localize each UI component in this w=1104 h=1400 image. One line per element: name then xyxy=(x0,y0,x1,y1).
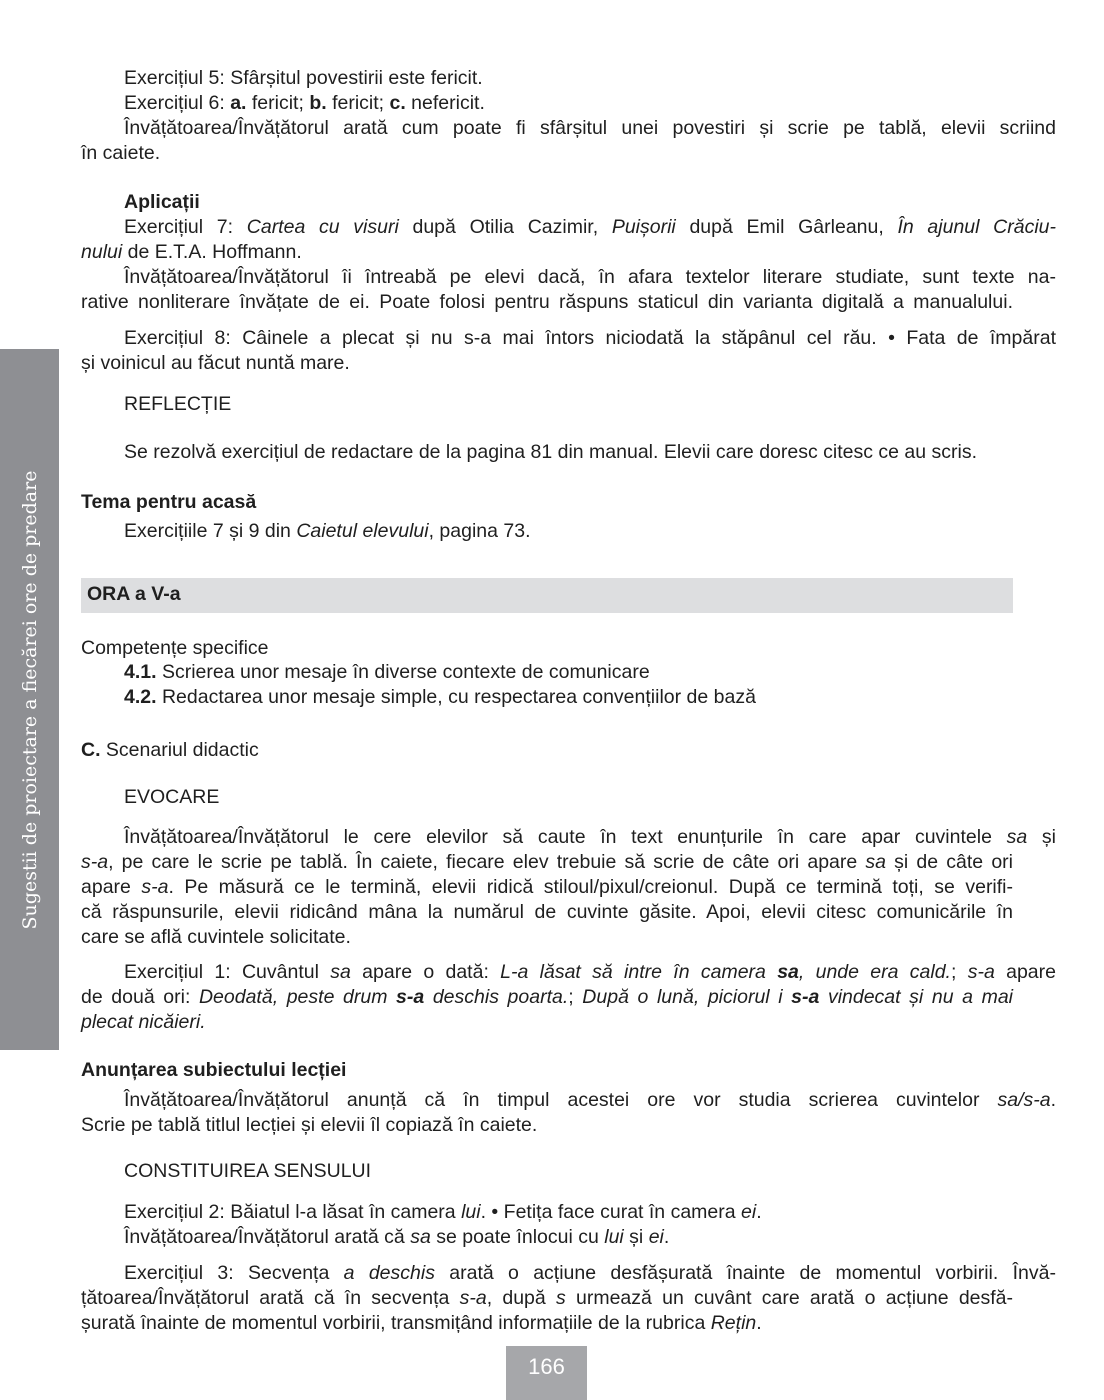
reflectie-heading: REFLECȚIE xyxy=(124,393,232,415)
anuntarea-heading: Anunțarea subiectului lecției xyxy=(81,1059,347,1081)
reflectie-text: Se rezolvă exercițiul de redactare de la pagina 81 din manual. Elevii care doresc citesc ce au scris. xyxy=(124,441,978,463)
exercise-7-cont: nului de E.T.A. Hoffmann. xyxy=(81,241,302,263)
paragraph-line: Învățătoarea/Învățătorul anunță că în timpul acestei ore vor studia scrierea cuvintelor sa/s-a. xyxy=(124,1089,1056,1111)
page-number: 166 xyxy=(506,1346,587,1400)
exercise-1: Exercițiul 1: Cuvântul sa apare o dată: L-a lăsat să intre în camera sa, unde era cald.; s-a apare xyxy=(124,961,1056,983)
competenta-item: 4.1. Scrierea unor mesaje în diverse contexte de comunicare xyxy=(124,661,650,683)
exercise-3: Exercițiul 3: Secvența a deschis arată o acțiune desfășurată înainte de momentul vorbirii. Învă- xyxy=(124,1262,1056,1284)
paragraph-line: care se află cuvintele solicitate. xyxy=(81,926,351,948)
scenariul-heading: C. Scenariul didactic xyxy=(81,739,259,761)
paragraph-line: s-a, pe care le scrie pe tablă. În caiete, fiecare elev trebuie să scrie de câte ori apare sa și de câte ori xyxy=(81,851,1013,873)
paragraph-line: Învățătoarea/Învățătorul arată că sa se poate înlocui cu lui și ei. xyxy=(124,1226,670,1248)
exercise-5: Exercițiul 5: Sfârșitul povestirii este fericit. xyxy=(124,67,483,89)
paragraph-line: apare s-a. Pe măsură ce le termină, elevii ridică stiloul/pixul/creionul. După ce termină toți, se verifi- xyxy=(81,876,1014,898)
exercise-1-cont: plecat nicăieri. xyxy=(81,1011,206,1033)
exercise-3-cont: șurată înainte de momentul vorbirii, transmițând informațiile de la rubrica Rețin. xyxy=(81,1312,762,1334)
evocare-heading: EVOCARE xyxy=(124,786,220,808)
constituirea-heading: CONSTITUIREA SENSULUI xyxy=(124,1160,372,1182)
side-tab xyxy=(0,349,59,1050)
competenta-item: 4.2. Redactarea unor mesaje simple, cu respectarea convențiilor de bază xyxy=(124,686,756,708)
paragraph-line: că răspunsurile, elevii ridicând mâna la numărul de cuvinte găsite. Apoi, elevii citesc comunicările în xyxy=(81,901,1013,923)
paragraph-line: Învățătoarea/Învățătorul îi întreabă pe elevi dacă, în afara textelor literare studiate, sunt texte na- xyxy=(124,266,1056,288)
exercise-6: Exercițiul 6: a. fericit; b. fericit; c. nefericit. xyxy=(124,92,485,114)
section-title: ORA a V-a xyxy=(87,583,181,605)
tema-heading: Tema pentru acasă xyxy=(81,491,257,513)
exercise-7: Exercițiul 7: Cartea cu visuri după Otilia Cazimir, Puișorii după Emil Gârleanu, În ajunul Crăciu- xyxy=(124,216,1057,238)
exercise-8: Exercițiul 8: Câinele a plecat și nu s-a mai întors niciodată la stăpânul cel rău. • Fata de împărat xyxy=(124,327,1056,349)
exercise-1-cont: de două ori: Deodată, peste drum s-a deschis poarta.; După o lună, piciorul i s-a vindecat și nu a mai xyxy=(81,986,1014,1008)
exercise-3-cont: țătoarea/Învățătorul arată că în secvența s-a, după s urmează un cuvânt care arată o acțiune desfă- xyxy=(81,1287,1014,1309)
exercise-2: Exercițiul 2: Băiatul l-a lăsat în camera lui. • Fetița face curat în camera ei. xyxy=(124,1201,762,1223)
aplicatii-heading: Aplicații xyxy=(124,191,200,213)
paragraph-line: Scrie pe tablă titlul lecției și elevii îl copiază în caiete. xyxy=(81,1114,538,1136)
paragraph-line: rative nonliterare învățate de ei. Poate folosi pentru răspuns staticul din varianta digitală a manualului. xyxy=(81,291,1013,313)
paragraph-line: Învățătoarea/Învățătorul le cere elevilor să caute în text enunțurile în care apar cuvintele sa și xyxy=(124,826,1056,848)
paragraph-line: Învățătoarea/Învățătorul arată cum poate fi sfârșitul unei povestiri și scrie pe tablă, elevii scriind xyxy=(124,117,1056,139)
exercise-8-cont: și voinicul au făcut nuntă mare. xyxy=(81,352,350,374)
side-tab-label: Sugestii de proiectare a fiecărei ore de predare xyxy=(18,470,41,929)
section-header-bar xyxy=(81,578,1013,613)
competente-heading: Competențe specifice xyxy=(81,637,269,659)
paragraph-line: în caiete. xyxy=(81,142,161,164)
tema-text: Exercițiile 7 și 9 din Caietul elevului, pagina 73. xyxy=(124,520,531,542)
